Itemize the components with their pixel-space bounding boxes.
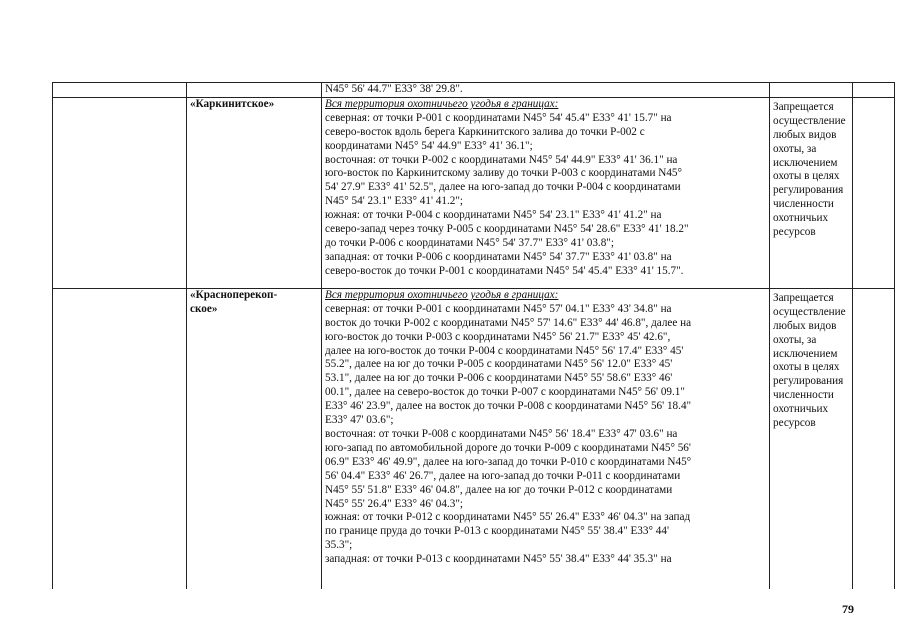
empty-cell (187, 83, 322, 98)
boundary-line: восточная: от точки Р-008 с координатами N45° 56' 18.4" E33° 47' 03.6" на (325, 427, 678, 440)
boundary-line: юго-запад по автомобильной дороге до точки Р-009 с координатами N45° 56' (325, 441, 691, 454)
boundary-line: далее на юго-восток до точки Р-004 с координатами N45° 56' 17.4" E33° 45' (325, 344, 684, 357)
note-line: охоты в целях (773, 361, 840, 374)
boundary-line: N45° 55' 51.8" E33° 46' 04.8", далее на юг до точки Р-012 с координатами (325, 483, 673, 496)
table-row (53, 288, 895, 589)
boundary-line: до точки Р-006 с координатами N45° 54' 37.7" E33° 41' 03.8"; (325, 236, 614, 249)
boundary-line: 56' 04.4" E33° 46' 26.7", далее на юго-запад до точки Р-011 с координатами (325, 469, 681, 482)
note-line: охоты в целях (773, 170, 840, 183)
boundary-line: 35.3"; (325, 539, 353, 552)
restriction-note (770, 97, 853, 288)
boundary-line: 00.1", далее на северо-восток до точки Р-007 с координатами N45° 56' 09.1" (325, 386, 685, 399)
note-line: любых видов (773, 319, 837, 332)
note-line: исключением (773, 156, 838, 169)
note-line: охотничьих (773, 212, 829, 225)
boundary-line: E33° 46' 23.9", далее на восток до точки Р-008 с координатами N45° 56' 18.4" (325, 400, 692, 413)
note-line: Запрещается (773, 291, 834, 304)
name-line: «Красноперекоп- (190, 288, 278, 301)
boundary-description (322, 288, 770, 589)
boundary-heading: Вся территория охотничьего угодья в границах: (325, 288, 559, 301)
coords-continuation: N45° 56' 44.7" E33° 38' 29.8". (322, 83, 770, 98)
empty-cell (53, 83, 187, 98)
hunting-grounds-table (52, 82, 895, 589)
boundary-description (322, 97, 770, 288)
boundary-line: 55.2", далее на юг до точки Р-005 с координатами N45° 56' 12.0" E33° 45' (325, 358, 673, 371)
note-line: охоты, за (773, 333, 817, 346)
note-line: любых видов (773, 128, 837, 141)
boundary-line: 06.9" E33° 46' 49.9", далее на юго-запад до точки Р-010 с координатами N45° (325, 455, 692, 468)
boundary-line: координатами N45° 54' 44.9" E33° 41' 36.1"; (325, 139, 533, 152)
boundary-line: юго-восток по Каркинитскому заливу до точки Р-003 с координатами N45° (325, 167, 682, 180)
boundary-line: N45° 55' 26.4" E33° 46' 04.3"; (325, 497, 464, 510)
note-line: численности (773, 198, 834, 211)
note-line: осуществление (773, 114, 846, 127)
boundary-line: восток до точки Р-002 с координатами N45° 57' 14.6" E33° 44' 46.8", далее на (325, 316, 692, 329)
note-line: численности (773, 389, 834, 402)
note-line: охотничьих (773, 403, 829, 416)
name-line: ское» (190, 302, 218, 315)
boundary-line: южная: от точки Р-012 с координатами N45° 55' 26.4" E33° 46' 04.3" на запад (325, 511, 691, 524)
boundary-line: восточная: от точки Р-002 с координатами N45° 54' 44.9" E33° 41' 36.1" на (325, 153, 678, 166)
boundary-line: северная: от точки Р-001 с координатами N45° 57' 04.1" E33° 43' 34.8" на (325, 302, 672, 315)
boundary-line: северо-восток до точки Р-001 с координатами N45° 54' 45.4" E33° 41' 15.7". (325, 264, 684, 277)
note-line: Запрещается (773, 100, 834, 113)
note-line: охоты, за (773, 142, 817, 155)
table-row (53, 97, 895, 288)
hunting-ground-name (187, 288, 322, 589)
empty-cell (53, 288, 187, 589)
empty-cell (853, 97, 895, 288)
note-line: регулирования (773, 375, 844, 388)
boundary-line: 54' 27.9" E33° 41' 52.5", далее на юго-запад до точки Р-004 с координатами (325, 181, 681, 194)
boundary-line: северная: от точки Р-001 с координатами N45° 54' 45.4" E33° 41' 15.7" на (325, 111, 672, 124)
note-line: осуществление (773, 305, 846, 318)
restriction-note (770, 288, 853, 589)
empty-cell (770, 83, 853, 98)
note-line: ресурсов (773, 417, 816, 430)
boundary-line: северо-запад через точку Р-005 с координатами N45° 54' 28.6" E33° 41' 18.2" (325, 223, 689, 236)
boundary-line: южная: от точки Р-004 с координатами N45° 54' 23.1" E33° 41' 41.2" на (325, 209, 662, 222)
boundary-line: западная: от точки Р-006 с координатами N45° 54' 37.7" E33° 41' 03.8" на (325, 250, 672, 263)
page-number: 79 (842, 602, 854, 616)
boundary-line: северо-восток вдоль берега Каркинитского залива до точки Р-002 с (325, 125, 645, 138)
empty-cell (853, 83, 895, 98)
boundary-line: 53.1", далее на юг до точки Р-006 с координатами N45° 55' 58.6" E33° 46' (325, 372, 673, 385)
boundary-line: по границе пруда до точки Р-013 с координатами N45° 55' 38.4" E33° 44' (325, 525, 669, 538)
note-line: ресурсов (773, 226, 816, 239)
note-line: регулирования (773, 184, 844, 197)
boundary-line: N45° 54' 23.1" E33° 41' 41.2"; (325, 195, 464, 208)
empty-cell (853, 288, 895, 589)
table-row (53, 83, 895, 98)
note-line: исключением (773, 347, 838, 360)
hunting-ground-name: «Каркинитское» (187, 97, 322, 288)
boundary-heading: Вся территория охотничьего угодья в границах: (325, 97, 559, 110)
boundary-line: западная: от точки Р-013 с координатами N45° 55' 38.4" E33° 44' 35.3" на (325, 553, 672, 566)
empty-cell (53, 97, 187, 288)
boundary-line: юго-восток до точки Р-003 с координатами N45° 56' 21.7" E33° 45' 42.6", (325, 330, 671, 343)
boundary-line: E33° 47' 03.6"; (325, 414, 394, 427)
